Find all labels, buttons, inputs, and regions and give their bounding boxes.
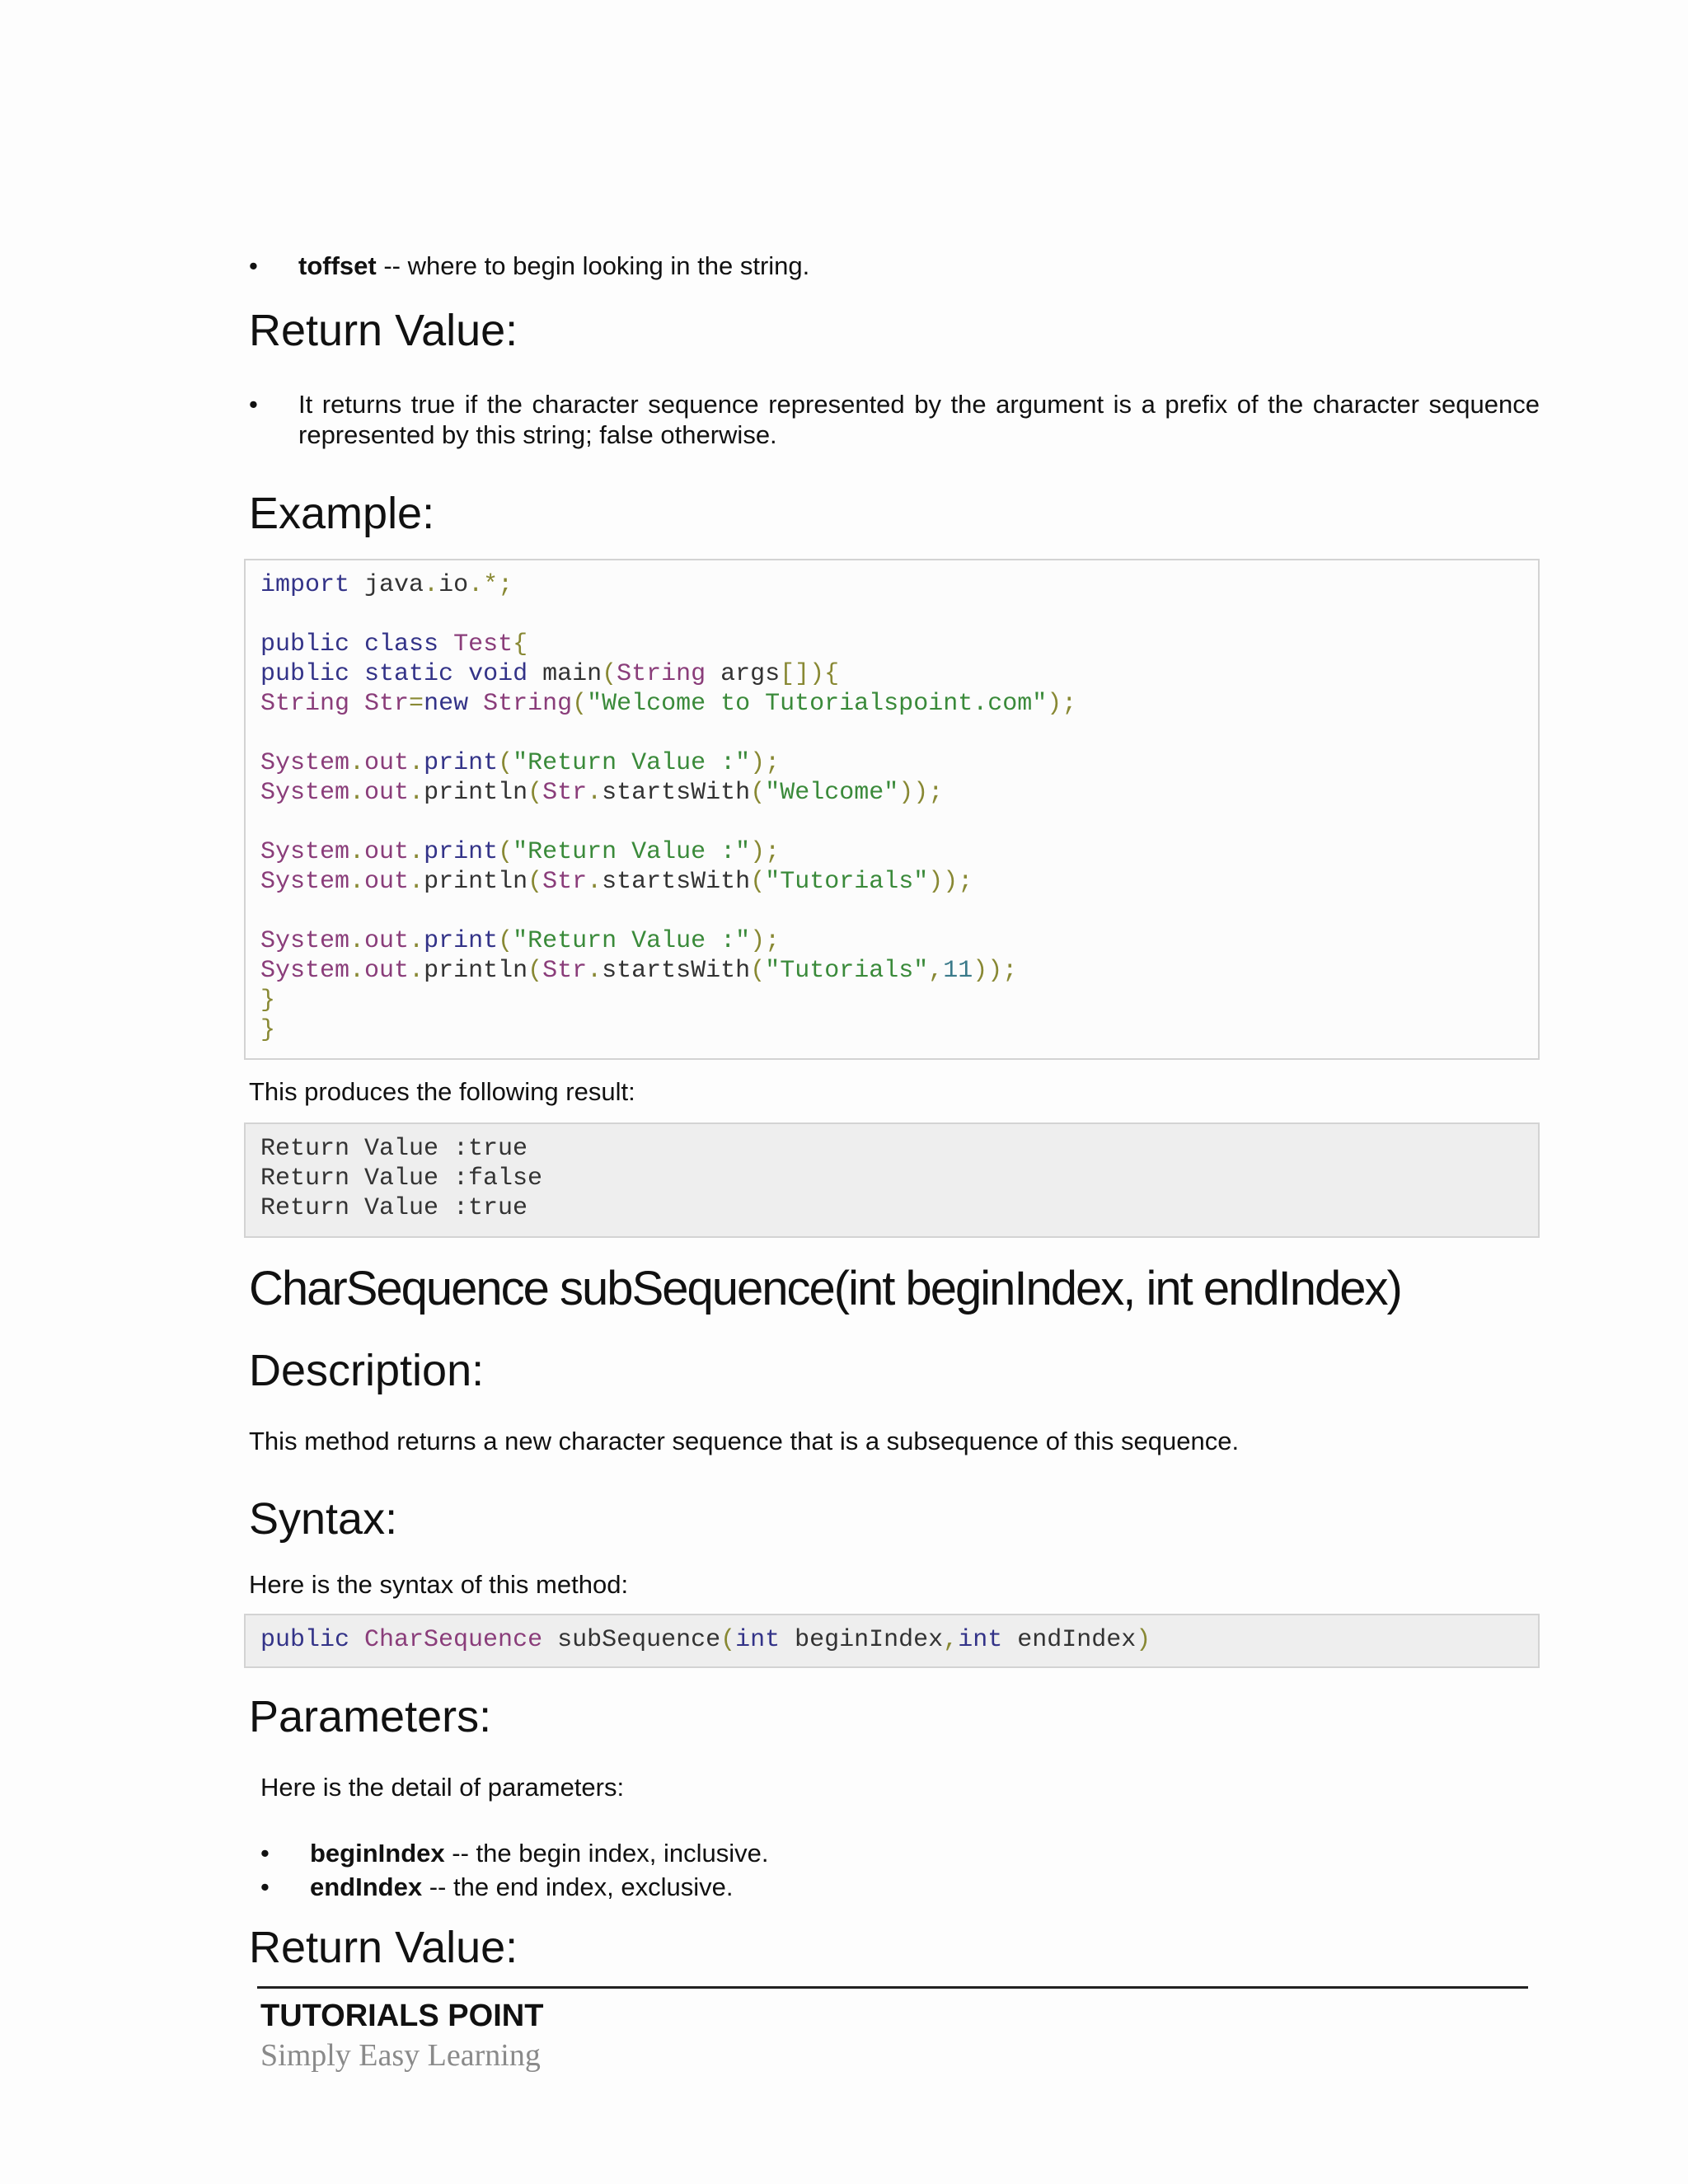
section-heading-syntax: Syntax: [249, 1494, 398, 1544]
section-heading-parameters: Parameters: [249, 1692, 492, 1741]
code-block-output [244, 1122, 1540, 1238]
code-line: System.out.print("Return Value :"); [260, 927, 781, 955]
return-value-list [249, 389, 1540, 450]
param-desc: -- the begin index, inclusive. [444, 1839, 769, 1868]
bullet-icon: • [260, 1839, 270, 1868]
param-list-top [249, 251, 1540, 281]
footer-divider [257, 1986, 1528, 1989]
code-line: import java.io.*; [260, 571, 513, 599]
code-line: System.out.print("Return Value :"); [260, 838, 781, 866]
code-line-blank [260, 719, 1523, 748]
bullet-icon: • [249, 390, 258, 419]
code-line: String Str=new String("Welcome to Tutorialspoint.com"); [260, 690, 1077, 718]
output-line: Return Value :true [260, 1135, 528, 1163]
code-block-example [244, 559, 1540, 1060]
output-line: Return Value :true [260, 1194, 528, 1222]
parameters-intro: Here is the detail of parameters: [260, 1773, 625, 1802]
return-value-text: It returns true if the character sequence represented by the argument is a prefix of the character sequence represented by this string; false otherwise. [298, 390, 1540, 449]
code-block-syntax: public CharSequence subSequence(int beginIndex,int endIndex) [244, 1614, 1540, 1668]
output-line: Return Value :false [260, 1165, 543, 1193]
code-line-blank [260, 897, 1523, 926]
footer-title: TUTORIALS POINT [260, 1999, 544, 2033]
section-heading-return-value-2: Return Value: [249, 1923, 518, 1972]
method-title: CharSequence subSequence(int beginIndex, int endIndex) [249, 1262, 1401, 1315]
code-line: public static void main(String args[]){ [260, 660, 840, 688]
footer-subtitle: Simply Easy Learning [260, 2038, 541, 2073]
description-text: This method returns a new character sequence that is a subsequence of this sequence. [249, 1427, 1240, 1455]
code-line-blank [260, 808, 1523, 837]
code-line: public class Test{ [260, 630, 528, 658]
syntax-intro: Here is the syntax of this method: [249, 1570, 629, 1599]
code-line-blank [260, 600, 1523, 630]
code-line: System.out.println(Str.startsWith("Tutorials")); [260, 868, 973, 896]
param-desc: -- where to begin looking in the string. [376, 251, 810, 280]
code-line: System.out.println(Str.startsWith("Tutorials",11)); [260, 957, 1018, 985]
section-heading-return-value: Return Value: [249, 306, 518, 355]
code-line: System.out.print("Return Value :"); [260, 749, 781, 777]
param-desc: -- the end index, exclusive. [422, 1872, 734, 1901]
list-item [249, 251, 1540, 281]
param-name: beginIndex [310, 1839, 445, 1868]
bullet-icon: • [249, 251, 258, 280]
code-line: } [260, 1016, 276, 1044]
list-item [249, 389, 1540, 450]
section-heading-example: Example: [249, 489, 435, 538]
result-intro: This produces the following result: [249, 1077, 635, 1106]
bullet-icon: • [260, 1872, 270, 1901]
parameters-list [260, 1838, 1530, 1902]
list-item [260, 1838, 1530, 1868]
code-line: System.out.println(Str.startsWith("Welcome")); [260, 779, 944, 807]
code-line: } [260, 987, 276, 1015]
list-item [260, 1872, 1530, 1902]
param-name: toffset [298, 251, 377, 280]
param-name: endIndex [310, 1872, 423, 1901]
section-heading-description: Description: [249, 1346, 485, 1395]
